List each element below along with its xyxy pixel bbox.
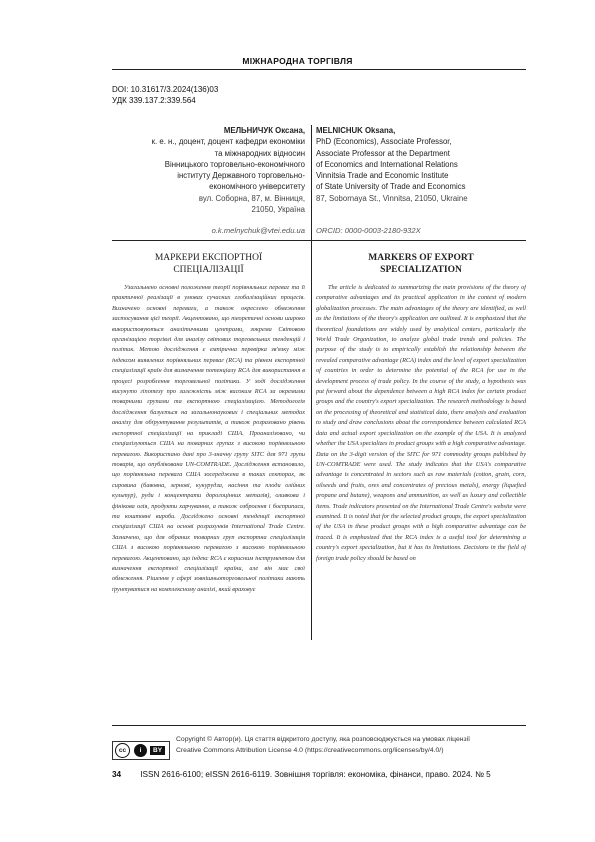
author-ua: [112, 125, 305, 215]
author-ua-email[interactable]: o.k.melnychuk@vtei.edu.ua: [211, 226, 305, 235]
abstract-en-text: The article is dedicated to summarizing the main provisions of the theory of comparative advantages and its practical application in the context of modern globalization processes. The main advantages of the theory are identified, as well as the limitations of the theory's application are outlined. It is emphasized that the theoretical foundations are widely used by analytical centers, particularly the World Trade Organization, to analyze global trade trends and policies. The purpose of the study is to empirically establish the relationship between the revealed comparative advantage (RCA) index and the level of export specialization of countries in order to determine the potential of the RCA for use in the development process of trade policy. In the course of the study, a hypothesis was put forward about the dependence between a high RCA index for certain product groups and the country's export specialization. The research methodology is based on the processing of theoretical and statistical data, there analysis and evaluation to study and draw conclusions about the correspondence between calculated RCA data and actual export specialization on the example of the USA. It is analyzed whether the USA specializes in product groups with a high comparative advantage. Data on the 3-digit version of the SITC for 971 commodity groups published by UN-COMTRADE were used. The study indicates that the USA's comparative advantage is concentrated in sectors such as raw materials (cotton, grain, corn, oilseeds and fruits, ores and concentrates of precious metals), energy (liquefied propane and butane), weapons and ammunition, as well as luxury and collectible items. Trade indicators presented on the International Trade Centre's website were examined. It is noted that for the selected product groups, the export specialization of the USA in these product groups with a high comparative advantage can be traced. It is emphasized that the RCA index is a useful tool for determining a country's export specialization, but it has its limitations. Decisions in the field of foreign trade policy should be based on: [316, 284, 526, 562]
author-ua-inst3: економічного університету: [209, 182, 305, 192]
author-en-inst2: of State University of Trade and Economics: [316, 182, 466, 192]
section-header: МІЖНАРОДНА ТОРГІВЛЯ: [242, 56, 353, 66]
title-en-line1: MARKERS OF EXPORT: [368, 253, 474, 263]
title-ua-line1: МАРКЕРИ ЕКСПОРТНОЇ: [154, 253, 263, 263]
author-rule: [112, 240, 526, 241]
author-ua-inst1: Вінницького торговельно-економічного: [164, 159, 305, 169]
footer-top-rule: [112, 725, 526, 726]
author-ua-inst2: інституту Державного торговельно-: [177, 171, 305, 181]
cc-by-badge[interactable]: [112, 741, 170, 760]
title-ua: [112, 252, 305, 276]
udc: УДК 339.137.2:339.564: [112, 96, 196, 105]
author-en-orcid[interactable]: ORCID: 0000-0003-2180-932X: [316, 226, 421, 235]
author-ua-addr2: 21050, Україна: [251, 205, 305, 215]
by-label: BY: [150, 746, 165, 755]
title-en-line2: SPECIALIZATION: [380, 265, 462, 275]
cc-icon: cc: [115, 743, 130, 758]
page-number: 34: [112, 770, 122, 779]
journal-info: ISSN 2616-6100; eISSN 2616-6119. Зовнішня торгівля: економіка, фінанси, право. 2024. № 5: [140, 770, 491, 779]
author-en-name: MELNICHUK Oksana,: [316, 126, 396, 135]
author-en-pos1: Associate Professor at the Department: [316, 148, 450, 158]
author-en: [316, 125, 526, 204]
doi[interactable]: DOI: 10.31617/3.2024(136)03: [112, 85, 219, 94]
author-en-addr: 87, Sobornaya St., Vinnitsa, 21050, Ukraine: [316, 193, 468, 203]
abstract-en: [316, 283, 526, 635]
copyright-line1: Copyright © Автор(и). Ця стаття відкритого доступу, яка розповсюджується на умовах ліцензії: [176, 736, 471, 743]
author-en-inst1: Vinnitsia Trade and Economic Institute: [316, 171, 449, 181]
author-en-degree: PhD (Economics), Associate Professor,: [316, 137, 452, 147]
column-divider: [311, 125, 312, 640]
author-en-pos2: of Economics and International Relations: [316, 159, 458, 169]
abstract-ua-text: Узагальнено основні положення теорії порівняльних переваг та її практичної реалізації в умовах сучасних глобалізаційних процесів. Визначено основні переваги, а також окреслено обмеження застосування цієї теорії. Акцентовано, що теоретичні основи широко використовуються аналітичними центрами, зокрема Світовою організацією торгівлі для аналізу світових торговельних тенденцій і політик. Метою дослідження є емпірична перевірка зв'язку між індексом виявлених порівняльних переваг (RCA) та рівнем експортної спеціалізації країн для визначення потенціалу RCA для використання в процесі розроблення торговельної політики. У ході дослідження висунуто гіпотезу про залежність між високим RCA за окремими товарними групами та експортною спеціалізацією. Методологія дослідження базується на загальнонаукових і спеціальних методах аналізу для обґрунтування результатів, а також розраховано рівень експортної спеціалізації на прикладі США. Проаналізовано, чи спеціалізуються США на товарних групах з високою порівняльною перевагою. Використано дані про 3-значну групу SITC для 971 групи товарів, що опублікована UN-COMTRADE. Дослідження встановило, що порівняльна перевага США зосереджена в таких секторах, як сировина (бавовна, зернові, кукурудза, насіння та плоди олійних культур), руди і концентрати дорогоцінних металів), оливкова і фінікова олія, продукти харчування, а також озброєння і боєприпаси, та коштовні вироби. Досліджено основні тенденції експортної спеціалізації США на основі розрахунків International Trade Centre. Зазначено, що для обраних товарних груп експортна спеціалізація США з високою порівняльною перевагою з високою порівняльною перевагою. Акцентовано, що індекс RCA є корисним інструментом для визначення експортної спеціалізації країни, але він має свої обмеження. Рішення у сфері зовнішньоторговельної політики мають ґрунтуватися на комплексному аналізі, який враховує: [112, 284, 305, 593]
author-ua-addr1: вул. Соборна, 87, м. Вінниця,: [198, 193, 305, 203]
title-ua-line2: СПЕЦІАЛІЗАЦІЇ: [173, 265, 244, 275]
copyright-notice: [176, 735, 526, 756]
by-person-icon: i: [134, 744, 147, 757]
copyright-line2[interactable]: Creative Commons Attribution License 4.0 (https://creativecommons.org/licenses/by/4.0/): [176, 746, 444, 754]
page-footer: [112, 770, 526, 779]
header-rule: [112, 69, 526, 70]
doi-block: [112, 84, 218, 106]
abstract-ua: [112, 283, 305, 635]
title-en: [316, 252, 526, 276]
author-ua-dept: та міжнародних відносин: [214, 148, 305, 158]
author-ua-name: МЕЛЬНИЧУК Оксана,: [223, 126, 305, 135]
author-ua-degree: к. е. н., доцент, доцент кафедри економіки: [151, 137, 305, 147]
